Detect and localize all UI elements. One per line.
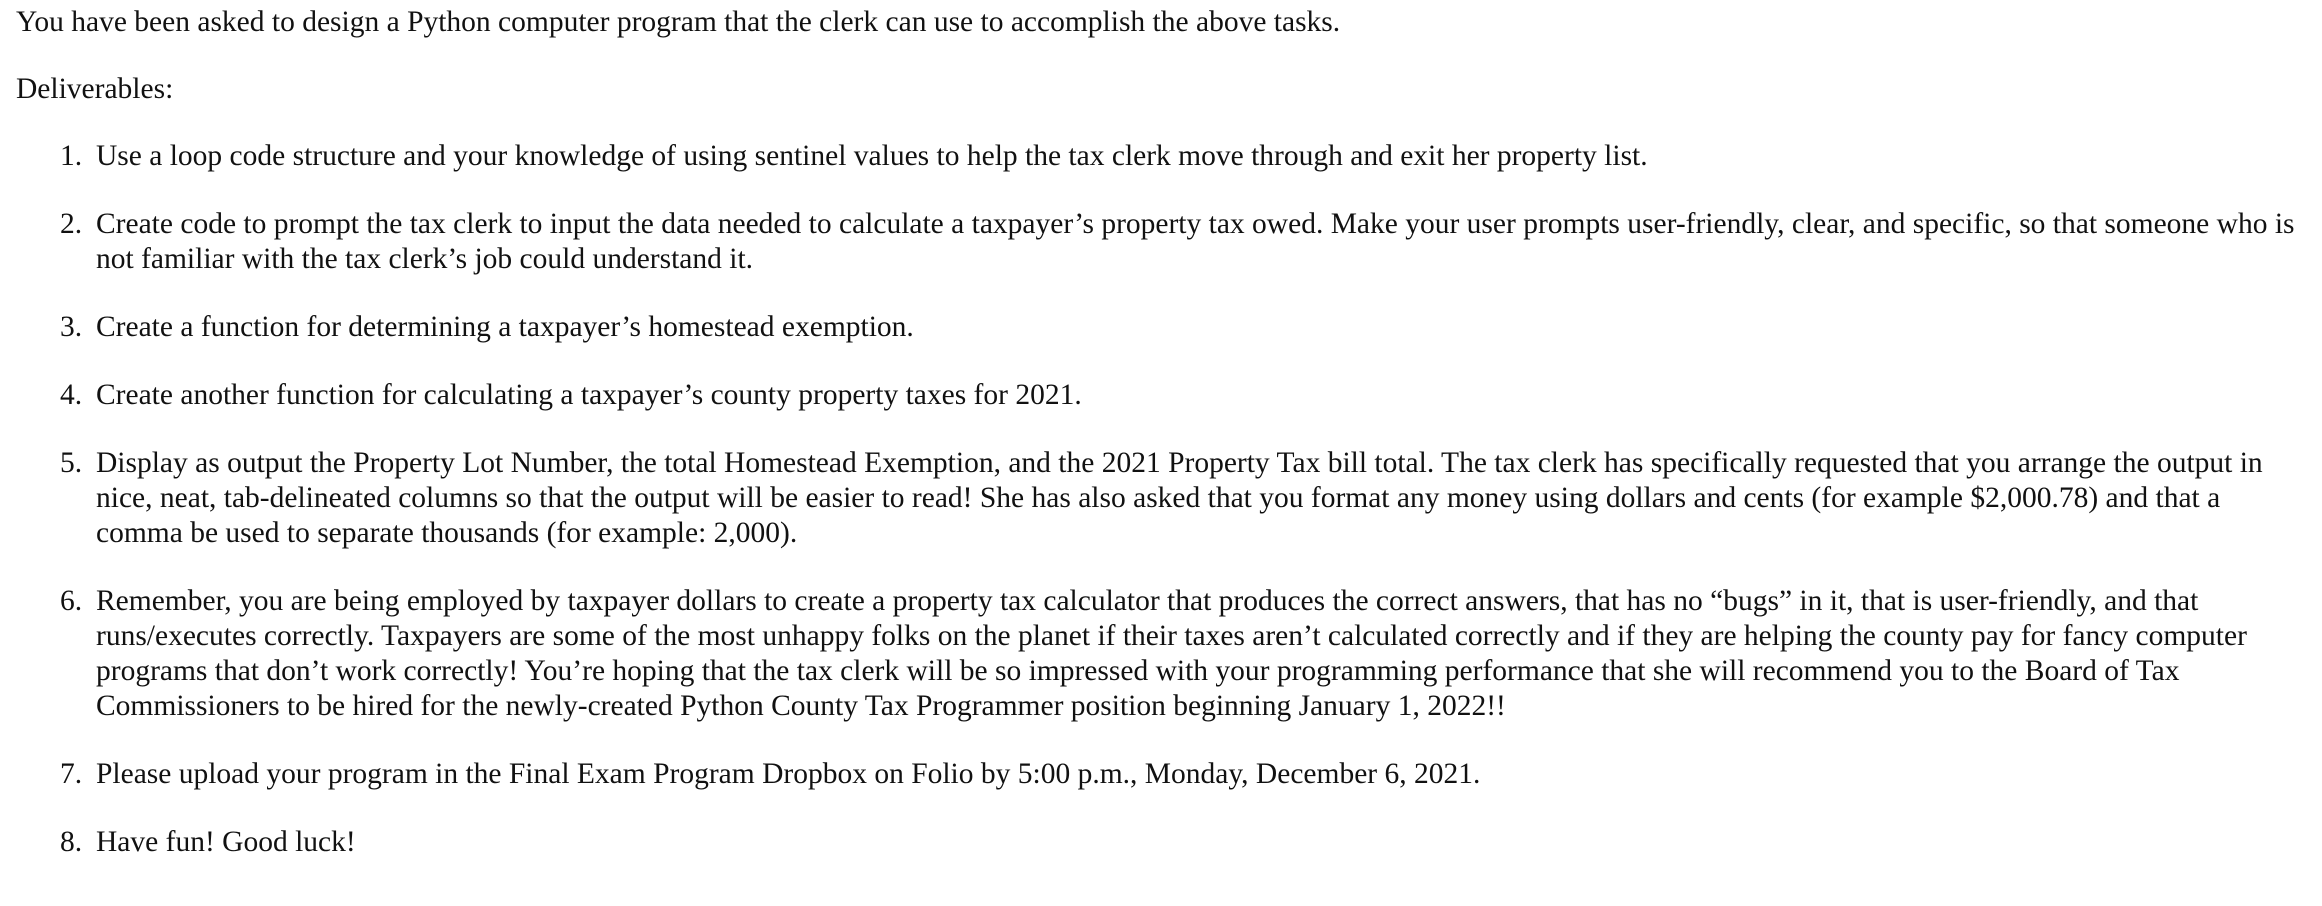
item-number: 6.	[60, 585, 83, 617]
deliverables-heading: Deliverables:	[16, 73, 174, 105]
item-text: Use a loop code structure and your knowledge of using sentinel values to help the tax clerk move through and exit her property list.	[96, 140, 1648, 172]
intro-paragraph: You have been asked to design a Python computer program that the clerk can use to accomplish the above tasks.	[16, 6, 1341, 38]
item-text: Create a function for determining a taxpayer’s homestead exemption.	[96, 311, 914, 343]
list-item	[16, 446, 2306, 551]
item-text: Remember, you are being employed by taxpayer dollars to create a property tax calculator that produces the correct answers, that has no “bugs” in it, that is user-friendly, and that runs/executes correctly. Taxpayers are some of the most unhappy folks on the planet if their taxes aren’t calculated correctly and if they are helping the county pay for fancy computer programs that don’t work correctly! You’re hoping that the tax clerk will be so impressed with your programming performance that she will recommend you to the Board of Tax Commissioners to be hired for the newly-created Python County Tax Programmer position beginning January 1, 2022!!	[96, 585, 2247, 722]
list-item	[16, 378, 2306, 413]
item-number: 8.	[60, 826, 83, 858]
item-text: Create code to prompt the tax clerk to input the data needed to calculate a taxpayer’s property tax owed. Make your user prompts user-friendly, clear, and specific, so that someone who is not familiar with the tax clerk’s job could understand it.	[96, 208, 2295, 275]
list-item	[16, 310, 2306, 345]
item-number: 7.	[60, 758, 83, 790]
list-item	[16, 825, 2306, 860]
item-text: Display as output the Property Lot Number, the total Homestead Exemption, and the 2021 Property Tax bill total. The tax clerk has specifically requested that you arrange the output in nice, neat, tab-delineated columns so that the output will be easier to read! She has also asked that you format any money using dollars and cents (for example $2,000.78) and that a comma be used to separate thousands (for example: 2,000).	[96, 447, 2263, 549]
item-text: Please upload your program in the Final Exam Program Dropbox on Folio by 5:00 p.m., Monday, December 6, 2021.	[96, 758, 1481, 790]
item-number: 4.	[60, 379, 83, 411]
deliverables-list	[16, 139, 2306, 860]
list-item	[16, 584, 2306, 724]
list-item	[16, 757, 2306, 792]
item-number: 3.	[60, 311, 83, 343]
list-item	[16, 139, 2306, 174]
list-item	[16, 207, 2306, 277]
item-text: Create another function for calculating a taxpayer’s county property taxes for 2021.	[96, 379, 1082, 411]
item-number: 2.	[60, 208, 83, 240]
item-number: 1.	[60, 140, 83, 172]
item-text: Have fun! Good luck!	[96, 826, 356, 858]
document-body	[16, 5, 2306, 893]
item-number: 5.	[60, 447, 83, 479]
